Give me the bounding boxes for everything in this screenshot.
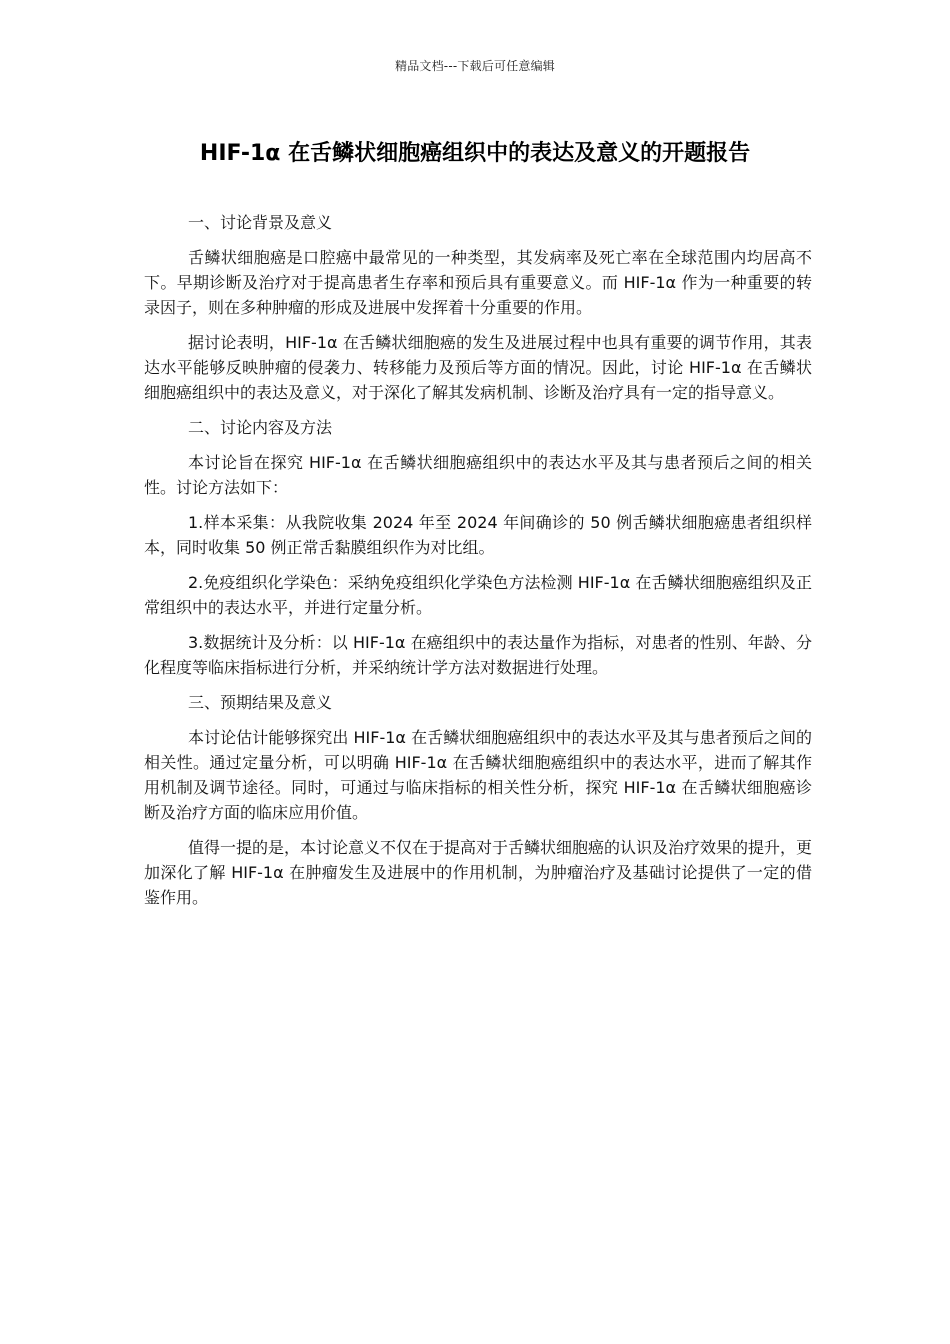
paragraph: 本讨论估计能够探究出 HIF-1α 在舌鳞状细胞癌组织中的表达水平及其与患者预后之间的相关性。通过定量分析，可以明确 HIF-1α 在舌鳞状细胞癌组织中的表达水平，进而了解其作用机制及调节途径。同时，可通过与临床指标的相关性分析，探究 HIF-1α 在舌鳞状细胞癌诊断及治疗方面的临床应用价值。 — [144, 728, 812, 822]
paragraph: 舌鳞状细胞癌是口腔癌中最常见的一种类型，其发病率及死亡率在全球范围内均居高不下。早期诊断及治疗对于提高患者生存率和预后具有重要意义。而 HIF-1α 作为一种重要的转录因子，则在多种肿瘤的形成及进展中发挥着十分重要的作用。 — [144, 248, 812, 317]
paragraph: 据讨论表明，HIF-1α 在舌鳞状细胞癌的发生及进展过程中也具有重要的调节作用，其表达水平能够反映肿瘤的侵袭力、转移能力及预后等方面的情况。因此，讨论 HIF-1α 在舌鳞状细胞癌组织中的表达及意义，对于深化了解其发病机制、诊断及治疗具有一定的指导意义。 — [144, 333, 812, 402]
header-note: 精品文档---下载后可任意编辑 — [395, 59, 555, 73]
paragraph: 值得一提的是，本讨论意义不仅在于提高对于舌鳞状细胞癌的认识及治疗效果的提升，更加深化了解 HIF-1α 在肿瘤发生及进展中的作用机制，为肿瘤治疗及基础讨论提供了一定的借鉴作用。 — [144, 838, 813, 907]
paragraph: 本讨论旨在探究 HIF-1α 在舌鳞状细胞癌组织中的表达水平及其与患者预后之间的相关性。讨论方法如下： — [144, 453, 812, 497]
document-body — [144, 210, 812, 920]
paragraph: 1.样本采集：从我院收集 2024 年至 2024 年间确诊的 50 例舌鳞状细胞癌患者组织样本，同时收集 50 例正常舌黏膜组织作为对比组。 — [144, 513, 812, 557]
section-heading-expected-results: 三、预期结果及意义 — [188, 693, 333, 712]
paragraph: 3.数据统计及分析：以 HIF-1α 在癌组织中的表达量作为指标，对患者的性别、年龄、分化程度等临床指标进行分析，并采纳统计学方法对数据进行处理。 — [144, 633, 812, 677]
document-title: HIF-1α 在舌鳞状细胞癌组织中的表达及意义的开题报告 — [199, 141, 751, 166]
paragraph: 2.免疫组织化学染色：采纳免疫组织化学染色方法检测 HIF-1α 在舌鳞状细胞癌组织及正常组织中的表达水平，并进行定量分析。 — [144, 573, 812, 617]
section-heading-background: 一、讨论背景及意义 — [188, 213, 333, 232]
section-heading-methods: 二、讨论内容及方法 — [188, 418, 333, 437]
